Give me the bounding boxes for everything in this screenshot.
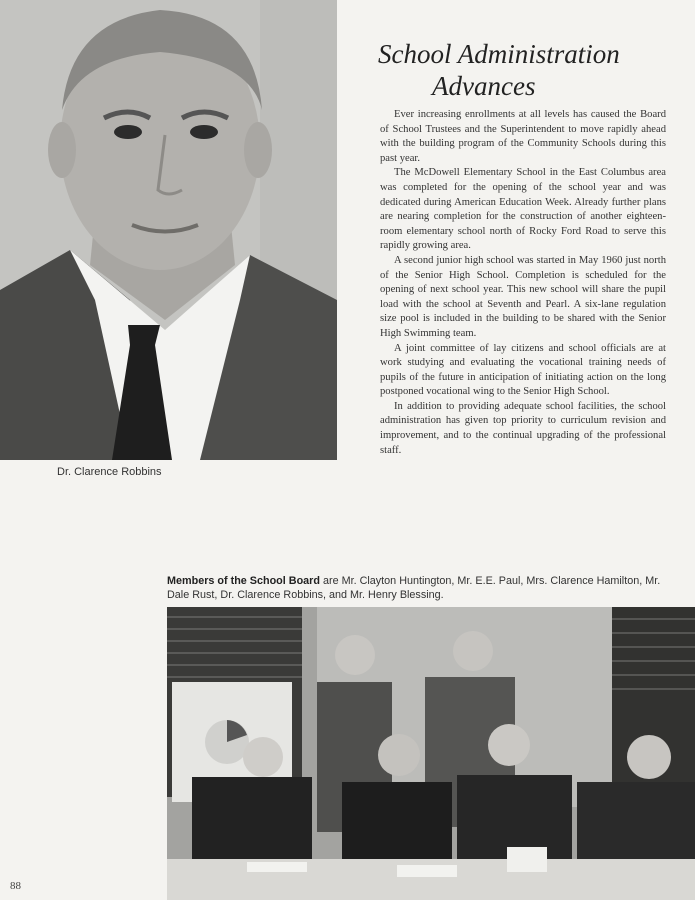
- article-paragraph: A second junior high school was started in May 1960 just north of the Senior High School. Completion is scheduled for the opening of next school year. This new school will share the pupil load with the school at Seventh and Pearl. A six-lane regulation size pool is included in the building to be shared with the Senior High Swimming team.: [380, 254, 666, 339]
- portrait-illustration: [0, 0, 337, 460]
- article-paragraph: In addition to providing adequate school facilities, the school administration has given top priority to curriculum revision and improvement, and to the continual upgrading of the professional staff.: [380, 400, 666, 456]
- portrait-photo: [0, 0, 337, 460]
- school-board-caption-names: are Mr. Clayton Huntington, Mr. E.E. Paul, Mrs. Clarence Hamilton, Mr. Dale Rust, Dr. Clarence Robbins, and Mr. Henry Blessing.: [167, 575, 661, 601]
- portrait-caption: Dr. Clarence Robbins: [57, 466, 162, 478]
- article-title: [378, 38, 668, 102]
- school-board-photo: [167, 607, 695, 900]
- school-board-caption: [167, 574, 667, 602]
- article-paragraph: The McDowell Elementary School in the East Columbus area was completed for the opening of the school year and was dedicated during American Education Week. Already further plans are nearing completion for the construction of another eighteen-room elementary school north of Rocky Ford Road to serve this rapidly growing area.: [380, 167, 666, 252]
- page-number: 88: [10, 880, 21, 892]
- article-title-line2: Advances: [432, 71, 536, 101]
- article-body: [380, 108, 666, 458]
- school-board-illustration: [167, 607, 695, 900]
- school-board-caption-lead: Members of the School Board: [167, 575, 320, 587]
- article-title-line1: School Administration: [378, 39, 620, 69]
- article-paragraph: Ever increasing enrollments at all levels has caused the Board of School Trustees and the Superintendent to move rapidly ahead with the building program of the Community Schools during this past year.: [380, 109, 666, 164]
- article-paragraph: A joint committee of lay citizens and school officials are at work studying and evaluating the vocational training needs of pupils of the future in anticipation of initiating action on the long postponed vocational wing to the Senior High School.: [380, 342, 666, 398]
